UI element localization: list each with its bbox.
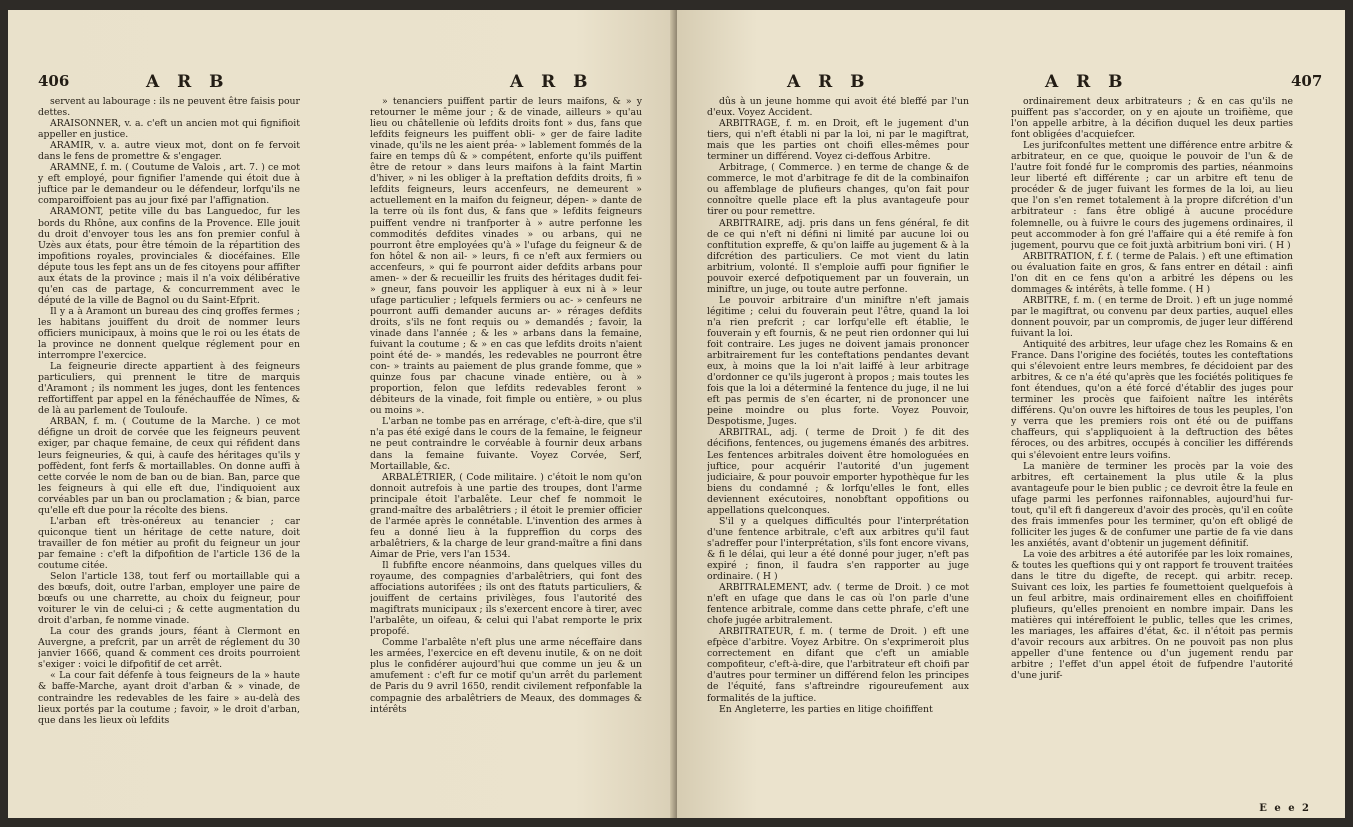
- paragraph: Arbitrage, ( Commerce. ) en terme de change & de commerce, le mot d'arbitrage fe dit de la combinaifon ou affemblage de plufieurs changes, qu'on fait pour connoître quelle place eft la plus avantageufe pour tirer ou pour remettre.: [707, 162, 969, 218]
- paragraph: Il y a à Aramont un bureau des cinq groffes fermes ; les habitans jouiffent du droit de nommer leurs officiers municipaux, à moins que le roi ou les états de la province ne donnent quelque réglement pour en interrompre l'exercice.: [38, 305, 300, 362]
- right-column-2: [1011, 96, 1293, 812]
- paragraph: ARAISONNER, v. a. c'eft un ancien mot qui fignifioit appeller en justice.: [38, 118, 300, 141]
- paragraph: ARBAN, f. m. ( Coutume de la Marche. ) ce mot défigne un droit de corvée que les feigneurs peuvent exiger, par chaque femaine, de ceux qui réfident dans leurs feigneuries, & qui, à caufe des héritages qu'ils y poffèdent, font ferfs & mortaillables. On donne auffi à cette corvée le nom de ban ou de bian. Ban, parce que les feigneurs à qui elle eft due, l'indiquoient aux corvéables par un ban ou proclamation ; & bian, parce qu'elle eft due pour la récolte des biens.: [38, 416, 300, 516]
- left-running-head: [8, 72, 676, 92]
- paragraph: L'arban ne tombe pas en arrérage, c'eft-à-dire, que s'il n'a pas été exigé dans le cours de la femaine, le feigneur ne peut contraindre le corvéable à fournir deux arbans dans la femaine fuivante. Voyez Corvée, Serf, Mortaillable, &c.: [370, 416, 642, 472]
- right-page-number: 407: [1291, 72, 1323, 90]
- paragraph: dûs à un jeune homme qui avoit été bleffé par l'un d'eux. Voyez Accident.: [707, 96, 969, 119]
- signature-mark: E e e 2: [1259, 803, 1311, 814]
- book-spread: [8, 10, 1345, 818]
- paragraph: Comme l'arbalête n'eft plus une arme néceffaire dans les armées, l'exercice en eft devenu inutile, & on ne doit plus le confidérer aujourd'hui que comme un jeu & un amufement : c'eft fur ce motif qu'un arrêt du parlement de Paris du 9 avril 1650, rendit civilement refponfable la compagnie des arbalêtriers de Meaux, des dommages & intérêts: [370, 637, 642, 715]
- paragraph: ARAMNE, f. m. ( Coutume de Valois , art. 7. ) ce mot y eft employé, pour fignifier l'amende qui étoit due à juftice par le demandeur ou le défendeur, lorfqu'ils ne comparoiffoient pas au jour fixé par l'affignation.: [38, 162, 300, 207]
- right-head-col2: A R B: [1045, 72, 1129, 92]
- paragraph: S'il y a quelques difficultés pour l'interprétation d'une fentence arbitrale, c'eft aux arbitres qu'il faut s'adreffer pour l'interprétation, s'ils font encore vivans, & fi le délai, qui leur a été donné pour juger, n'eft pas expiré ; finon, il faudra s'en rapporter au juge ordinaire. ( H ): [707, 515, 969, 583]
- paragraph: Selon l'article 138, tout ferf ou mortaillable qui a des bœufs, doit, outre l'arban, employer une paire de bœufs ou une charrette, au choix du feigneur, pour voiturer le vin de celui-ci ; & cette augmentation du droit d'arban, fe nomme vinade.: [38, 571, 300, 627]
- paragraph: ARAMONT, petite ville du bas Languedoc, fur les bords du Rhône, aux confins de la Provence. Elle jouit du droit d'envoyer tous les ans fon premier conful à Uzès aux états, pour être témoin de la répartition des impofitions royales, provinciales & diocéfaines. Elle députe tous les fept ans un de fes citoyens pour affifter aux états de la province ; mais il n'a voix délibérative qu'en cas de partage, & concurremment avec le député de la ville de Bagnol ou du Saint-Efprit.: [38, 206, 300, 306]
- paragraph: Le pouvoir arbitraire d'un miniftre n'eft jamais légitime ; celui du fouverain peut l'être, quand la loi n'a rien prefcrit ; car lorfqu'elle eft établie, le fouverain y eft fournis, & ne peut rien ordonner qui lui foit contraire. Les juges ne doivent jamais prononcer arbitrairement fur les conteftations pendantes devant eux, à moins que la loi n'ait laiffé à leur arbitrage d'ordonner ce qu'ils jugeront à propos ; mais toutes les fois que la loi a déterminé la fentence du juge, il ne lui eft pas permis de s'en écarter, ni de prononcer une peine moindre ou plus forte. Voyez Pouvoir, Despotisme, Juges.: [707, 294, 969, 428]
- paragraph: L'arban eft très-onéreux au tenancier ; car quiconque tient un héritage de cette nature, doit travailler de fon métier au profit du feigneur un jour par femaine : c'eft la difpofition de l'article 136 de la coutume citée.: [38, 515, 300, 571]
- left-column-2: [370, 96, 642, 812]
- paragraph: Antiquité des arbitres, leur ufage chez les Romains & en France. Dans l'origine des fociétés, toutes les conteftations qui s'élevoient entre leurs membres, fe décidoient par des arbitres, & ce n'a été qu'après que les fociétés politiques fe font étendues, qu'on a été forcé d'établir des juges pour terminer les procès que faifoient naître les intérêts différens. Qu'on ouvre les hiftoires de tous les peuples, l'on y verra que les premiers rois ont été ou de puiffans chaffeurs, qui s'appliquoient à la deftruction des bêtes féroces, ou des arbitres, occupés à concilier les différends qui s'élevoient entre leurs voifins.: [1011, 339, 1293, 461]
- paragraph: ARBITRAIRE, adj. pris dans un fens général, fe dit de ce qui n'eft ni défini ni limité par aucune loi ou conftitution expreffe, & qu'on laiffe au jugement & à la difcrétion des particuliers. Ce mot vient du latin arbitrium, volonté. Il s'emploie auffi pour fignifier le pouvoir exercé defpotiquement par un fouverain, un miniftre, un juge, ou toute autre perfonne.: [707, 217, 969, 295]
- left-page-number: 406: [38, 72, 70, 90]
- paragraph: La manière de terminer les procès par la voie des arbitres, eft certainement la plus utile & la plus avantageufe pour le bien public ; ce devroit être la feule en ufage parmi les perfonnes raifonnables, aujourd'hui fur-tout, qu'il eft fi dangereux d'avoir des procès, qu'il en coûte des frais immenfes pour les terminer, qu'on eft obligé de folliciter les juges & de confumer une partie de fa vie dans les anxiétés, avant d'obtenir un jugement définitif.: [1011, 460, 1293, 549]
- paragraph: Il fubfifte encore néanmoins, dans quelques villes du royaume, des compagnies d'arbalêtriers, qui font des affociations autorifées ; ils ont des ftatuts particuliers, & jouiffent de certains privilèges, fous l'autorité des magiftrats municipaux ; ils s'exercent encore à tirer, avec l'arbalête, un oifeau, & celui qui l'abat remporte le prix propofé.: [370, 559, 642, 638]
- paragraph: » tenanciers puiffent partir de leurs maifons, & » y retourner le même jour ; & de vinade, ailleurs » qu'au lieu ou châtellenie où lefdits droits font » dus, fans que lefdits feigneurs les puiffent obli- » ger de faire ladite vinade, qu'ils ne les aient préa- » lablement fommés de la faire en temps dû & » compétent, enforte qu'ils puiffent être de retour » dans leurs maifons à la faint Martin d'hiver, » ni les obliger à la preftation defdits droits, fi » lefdits feigneurs, leurs accenfeurs, ne demeurent » actuellement en la maifon du feigneur, dépen- » dante de la terre où ils font dus, & fans que » lefdits feigneurs puiffent vendre ni tranfporter à » autre perfonne les commodités defdites vinades » ou arbans, qui ne pourront être employées qu'à » l'ufage du feigneur & de fon hôtel & non ail- » leurs, fi ce n'eft aux fermiers ou accenfeurs, » qui fe pourront aider defdits arbans pour amen- » der & recueillir les fruits des héritages dudit fei- » gneur, fans pouvoir les appliquer à eux ni à » leur ufage particulier ; lefquels fermiers ou ac- » cenfeurs ne pourront auffi demander aucuns ar- » rérages defdits droits, s'ils ne font requis ou » demandés ; favoir, la vinade dans l'année ; & les » arbans dans la femaine, fuivant la coutume ; & » en cas que lefdits droits n'aient point été de- » mandés, les redevables ne pourront être con- » traints au paiement de plus grande fomme, que » quinze fous par chacune vinade entière, ou à » proportion, felon que lefdits redevables feront » débiteurs de la vinade, foit fimple ou entière, » ou plus ou moins ».: [370, 96, 642, 417]
- paragraph: La voie des arbitres a été autorifée par les loix romaines, & toutes les queftions qui y ont rapport fe trouvent traitées dans le titre du digefte, de recept. qui arbitr. recep. Suivant ces loix, les parties fe foumettoient quelquefois à un feul arbitre, mais ordinairement elles en choififfoient plufieurs, qu'elles prenoient en nombre impair. Dans les matières qui intéreffoient le public, telles que les crimes, les mariages, les affaires d'état, &c. il n'étoit pas permis d'avoir recours aux arbitres. On ne pouvoit pas non plus appeller d'une fentence ou d'un jugement rendu par arbitre ; l'effet d'un appel étoit de fufpendre l'autorité d'une jurif-: [1011, 548, 1293, 682]
- paragraph: ARBALÉTRIER, ( Code militaire. ) c'étoit le nom qu'on donnoit autrefois à une partie des troupes, dont l'arme principale étoit l'arbalête. Leur chef fe nommoit le grand-maître des arbalêtriers ; il étoit le premier officier de l'armée après le connétable. L'invention des armes à feu a donné lieu à la fuppreffion du corps des arbalêtriers, & la charge de leur grand-maître a fini dans Aimar de Prie, vers l'an 1534.: [370, 471, 642, 560]
- right-running-head: [677, 72, 1345, 92]
- paragraph: ARBITRATEUR, f. m. ( terme de Droit. ) eft une efpèce d'arbitre. Voyez Arbitre. On s'exprimeroit plus correctement en difant que c'eft un amiable compofiteur, c'eft-à-dire, que l'arbitrateur eft choifi par d'autres pour terminer un différend felon les principes de l'équité, fans s'aftreindre rigoureufement aux formalités de la juftice.: [707, 626, 969, 704]
- paragraph: ARBITRALEMENT, adv. ( terme de Droit. ) ce mot n'eft en ufage que dans le cas où l'on parle d'une fentence arbitrale, comme dans cette phrafe, c'eft une chofe jugée arbitralement.: [707, 582, 969, 627]
- paragraph: ordinairement deux arbitrateurs ; & en cas qu'ils ne puiffent pas s'accorder, on y en ajoute un troifième, que l'on appelle arbitre, à la décifion duquel les deux parties font obligées d'acquiefcer.: [1011, 96, 1293, 141]
- paragraph: ARAMIR, v. a. autre vieux mot, dont on fe fervoit dans le fens de promettre & s'engager.: [38, 140, 300, 163]
- paragraph: En Angleterre, les parties en litige choififfent: [719, 703, 933, 715]
- left-head-col1: A R B: [146, 72, 230, 92]
- left-column-1: [38, 96, 300, 812]
- left-head-col2: A R B: [510, 72, 594, 92]
- left-page: [8, 10, 676, 818]
- right-page: [677, 10, 1345, 818]
- paragraph: ARBITRE, f. m. ( en terme de Droit. ) eft un juge nommé par le magiftrat, ou convenu par deux parties, auquel elles donnent pouvoir, par un compromis, de juger leur différend fuivant la loi.: [1011, 294, 1293, 339]
- paragraph: « La cour fait défenfe à tous feigneurs de la » haute & baffe-Marche, ayant droit d'arban & » vinade, de contraindre les redevables de les faire » au-delà des lieux portés par la coutume ; favoir, » le droit d'arban, que dans les lieux où lefdits: [38, 670, 300, 726]
- paragraph: La feigneurie directe appartient à des feigneurs particuliers, qui prennent le titre de marquis d'Aramont ; ils nomment les juges, dont les fentences reffortiffent par appel en la fénéchauffée de Nîmes, & de là au parlement de Touloufe.: [38, 361, 300, 417]
- paragraph: ARBITRATION, f. f. ( terme de Palais. ) eft une eftimation ou évaluation faite en gros, & fans entrer en détail : ainfi l'on dit en ce fens qu'on a arbitré les dépens ou les dommages & intérêts, à telle fomme. ( H ): [1011, 250, 1293, 295]
- paragraph: servent au labourage : ils ne peuvent être faisis pour dettes.: [38, 96, 300, 119]
- right-column-1: [707, 96, 969, 812]
- paragraph: ARBITRAGE, f. m. en Droit, eft le jugement d'un tiers, qui n'eft établi ni par la loi, ni par le magiftrat, mais que les parties ont choifi elles-mêmes pour terminer un différend. Voyez ci-deffous Arbitre.: [707, 118, 969, 163]
- paragraph: Les jurifconfultes mettent une différence entre arbitre & arbitrateur, en ce que, quoique le pouvoir de l'un & de l'autre foit fondé fur le compromis des parties, néanmoins leur liberté eft différente ; car un arbitre eft tenu de procéder & de juger fuivant les formes de la loi, au lieu que l'on s'en remet totalement à la propre difcrétion d'un arbitrateur : fans être obligé à aucune procédure folemnelle, ou à fuivre le cours des jugemens ordinaires, il peut accommoder à fon gré l'affaire qui a été remife à fon jugement, pourvu que ce foit juxtà arbitrium boni viri. ( H ): [1011, 140, 1293, 251]
- right-head-col1: A R B: [787, 72, 871, 92]
- paragraph: ARBITRAL, adj. ( terme de Droit ) fe dit des décifions, fentences, ou jugemens émanés des arbitres. Les fentences arbitrales doivent être homologuées en juftice, pour acquérir l'autorité d'un jugement judiciaire, & pour pouvoir emporter hypothèque fur les biens du condamné ; & lorfqu'elles le font, elles deviennent exécutoires, nonobftant oppofitions ou appellations quelconques.: [707, 427, 969, 516]
- paragraph: La cour des grands jours, féant à Clermont en Auvergne, a prefcrit, par un arrêt de réglement du 30 janvier 1666, quand & comment ces droits pourroient s'exiger : voici le difpofitif de cet arrêt.: [38, 626, 300, 671]
